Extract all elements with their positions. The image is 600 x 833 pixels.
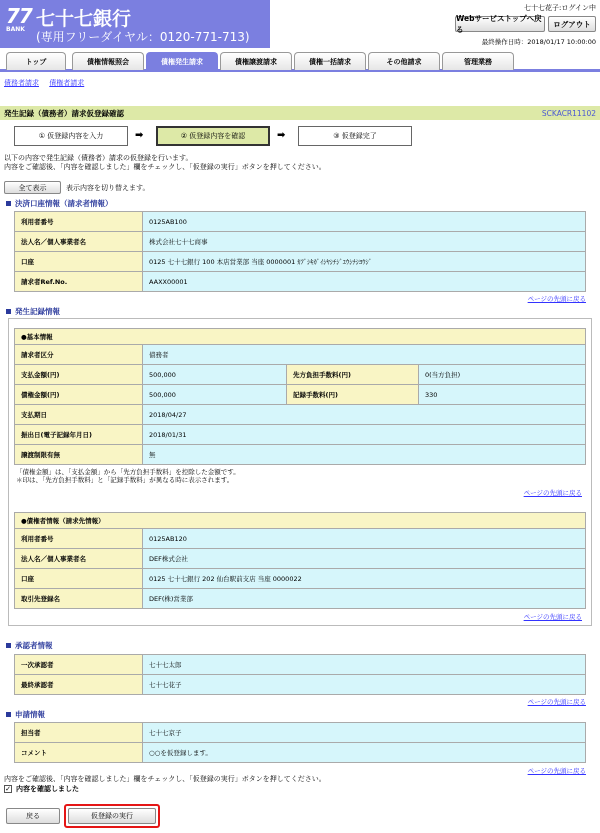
page-top-link[interactable]: ページの先頭に戻る (527, 767, 586, 775)
tab-claim-inquiry[interactable]: 債権情報照会 (72, 52, 144, 70)
tab-top[interactable]: トップ (6, 52, 66, 70)
intro-line-2: 内容をご確認後、「内容を確認しました」欄をチェックし、「仮登録の実行」ボタンを押してください。 (4, 163, 326, 171)
step-3: ③ 仮登録完了 (298, 126, 412, 146)
row-value: 2018/01/31 (143, 425, 586, 445)
confirm-checkbox[interactable]: ✓ (5, 785, 11, 793)
row-value: 債務者 (143, 345, 586, 365)
row-label: 利用者番号 (15, 529, 143, 549)
logo-bank-text: BANK (6, 26, 25, 33)
row-value: 0125 七十七銀行 202 仙台駅前支店 当座 0000022 (143, 569, 586, 589)
row-value: 七十七太郎 (143, 655, 586, 675)
table-row (15, 385, 586, 405)
row-value: 0125AB100 (143, 212, 586, 232)
main-tabs (0, 50, 600, 72)
row-label: 記録手数料(円) (287, 385, 419, 405)
table-row (15, 569, 586, 589)
row-value: 330 (419, 385, 586, 405)
section-title-record: 発生記録情報 (6, 306, 60, 317)
row-label: 請求者Ref.No. (15, 272, 143, 292)
tab-bulk-claim[interactable]: 債権一括請求 (294, 52, 366, 70)
record-notes (16, 468, 240, 484)
section-title-approver: 承認者情報 (6, 640, 53, 651)
row-label: 口座 (15, 252, 143, 272)
screen-code: SCKACR11102 (541, 108, 596, 118)
page-top-link[interactable]: ページの先頭に戻る (527, 295, 586, 303)
row-value: 株式会社七十七商事 (143, 232, 586, 252)
bank-name: 七十七銀行 (36, 8, 132, 30)
row-value: 無 (143, 445, 586, 465)
step-1: ① 仮登録内容を入力 (14, 126, 128, 146)
table-row (15, 655, 586, 675)
table-row (15, 405, 586, 425)
row-label: 一次承認者 (15, 655, 143, 675)
application-table (14, 722, 586, 763)
confirm-checkbox-label: 内容を確認しました (16, 785, 79, 793)
row-label: 債権金額(円) (15, 385, 143, 405)
row-value: 2018/04/27 (143, 405, 586, 425)
sublink-debtor-request[interactable]: 債務者請求 (4, 79, 39, 87)
table-row (15, 365, 586, 385)
tab-admin[interactable]: 管理業務 (442, 52, 514, 70)
note-line-1: 「債権金額」は、「支払金額」から「先方負担手数料」を控除した金額です。 (16, 468, 240, 476)
row-value: 0125AB120 (143, 529, 586, 549)
table-row (15, 513, 586, 529)
table-row (15, 675, 586, 695)
logout-button[interactable]: ログアウト (548, 16, 596, 32)
creditor-info-table (14, 512, 586, 609)
step-arrow-icon: ➡ (135, 130, 144, 141)
show-all-button[interactable]: 全て表示 (4, 181, 61, 194)
row-label: 取引先登録名 (15, 589, 143, 609)
basic-info-table (14, 328, 586, 465)
tab-claim-transfer[interactable]: 債権譲渡請求 (220, 52, 292, 70)
logo-number: 77 (6, 4, 32, 28)
step-2: ② 仮登録内容を確認 (156, 126, 270, 146)
note-line-2: ＊印は、「先方負担手数料」と「記録手数料」が異なる時に表示されます。 (16, 476, 234, 484)
creditor-info-header: ●債権者情報（請求先情報） (15, 513, 586, 529)
table-row (15, 743, 586, 763)
execute-provisional-registration-button[interactable]: 仮登録の実行 (68, 808, 156, 824)
approver-table (14, 654, 586, 695)
user-status: 七十七花子:ログイン中 (523, 4, 596, 12)
row-value: 0(当方負担) (419, 365, 586, 385)
row-label: 先方負担手数料(円) (287, 365, 419, 385)
row-label: 法人名／個人事業者名 (15, 232, 143, 252)
row-label: 支払期日 (15, 405, 143, 425)
table-row (15, 589, 586, 609)
row-value: ○○を仮登録します。 (143, 743, 586, 763)
confirm-checkbox-row[interactable] (4, 784, 79, 794)
page-title: 発生記録（債務者）請求仮登録確認 (4, 108, 124, 118)
intro-text (4, 154, 326, 172)
page-title-bar (0, 106, 600, 120)
header (0, 0, 600, 48)
show-all-note: 表示内容を切り替えます。 (66, 184, 150, 192)
table-row (15, 212, 586, 232)
basic-info-header: ●基本情報 (15, 329, 586, 345)
row-label: 振出日(電子記録年月日) (15, 425, 143, 445)
page-top-link[interactable]: ページの先頭に戻る (523, 489, 582, 497)
row-label: 法人名／個人事業者名 (15, 549, 143, 569)
row-value: 0125 七十七銀行 100 本店営業部 当座 0000001 ｶﾌﾞｼｷｶﾞｲｼﾔｼﾁｼﾞﾕｳｼﾁｼﾖｳｼﾞ (143, 252, 586, 272)
table-row (15, 329, 586, 345)
row-label: 利用者番号 (15, 212, 143, 232)
page-top-link[interactable]: ページの先頭に戻る (527, 698, 586, 706)
row-label: 譲渡制限有無 (15, 445, 143, 465)
sublink-creditor-request[interactable]: 債権者請求 (49, 79, 85, 87)
section-title-application: 申請情報 (6, 709, 45, 720)
table-row (15, 723, 586, 743)
bank-logo (0, 0, 270, 48)
tab-claim-issue[interactable]: 債権発生請求 (146, 52, 218, 70)
page-top-link[interactable]: ページの先頭に戻る (523, 613, 582, 621)
step-arrow-icon: ➡ (277, 130, 286, 141)
account-table (14, 211, 586, 292)
back-button[interactable]: 戻る (6, 808, 60, 824)
confirm-instruction: 内容をご確認後、「内容を確認しました」欄をチェックし、「仮登録の実行」ボタンを押してください。 (4, 775, 326, 783)
row-value: AAXX00001 (143, 272, 586, 292)
section-title-account: 決済口座情報（請求者情報） (6, 198, 113, 209)
table-row (15, 272, 586, 292)
row-label: 請求者区分 (15, 345, 143, 365)
table-row (15, 232, 586, 252)
phone-number: (専用フリーダイヤル：0120-771-713) (36, 30, 250, 44)
row-label: 最終承認者 (15, 675, 143, 695)
row-value: 七十七京子 (143, 723, 586, 743)
web-service-top-button[interactable]: Webサービストップへ戻る (455, 16, 545, 32)
sub-navigation (4, 78, 92, 88)
row-value: 500,000 (143, 365, 287, 385)
row-label: 担当者 (15, 723, 143, 743)
row-value: 七十七花子 (143, 675, 586, 695)
tab-other-request[interactable]: その他請求 (368, 52, 440, 70)
last-operation-time: 最終操作日時：2018/01/17 10:00:00 (481, 38, 596, 46)
table-row (15, 445, 586, 465)
table-row (15, 425, 586, 445)
row-value: 500,000 (143, 385, 287, 405)
table-row (15, 529, 586, 549)
table-row (15, 549, 586, 569)
intro-line-1: 以下の内容で発生記録（債務者）請求の仮登録を行います。 (4, 154, 193, 162)
row-value: DEF株式会社 (143, 549, 586, 569)
row-value: DEF(株)営業部 (143, 589, 586, 609)
table-row (15, 345, 586, 365)
row-label: 口座 (15, 569, 143, 589)
row-label: コメント (15, 743, 143, 763)
table-row (15, 252, 586, 272)
row-label: 支払金額(円) (15, 365, 143, 385)
